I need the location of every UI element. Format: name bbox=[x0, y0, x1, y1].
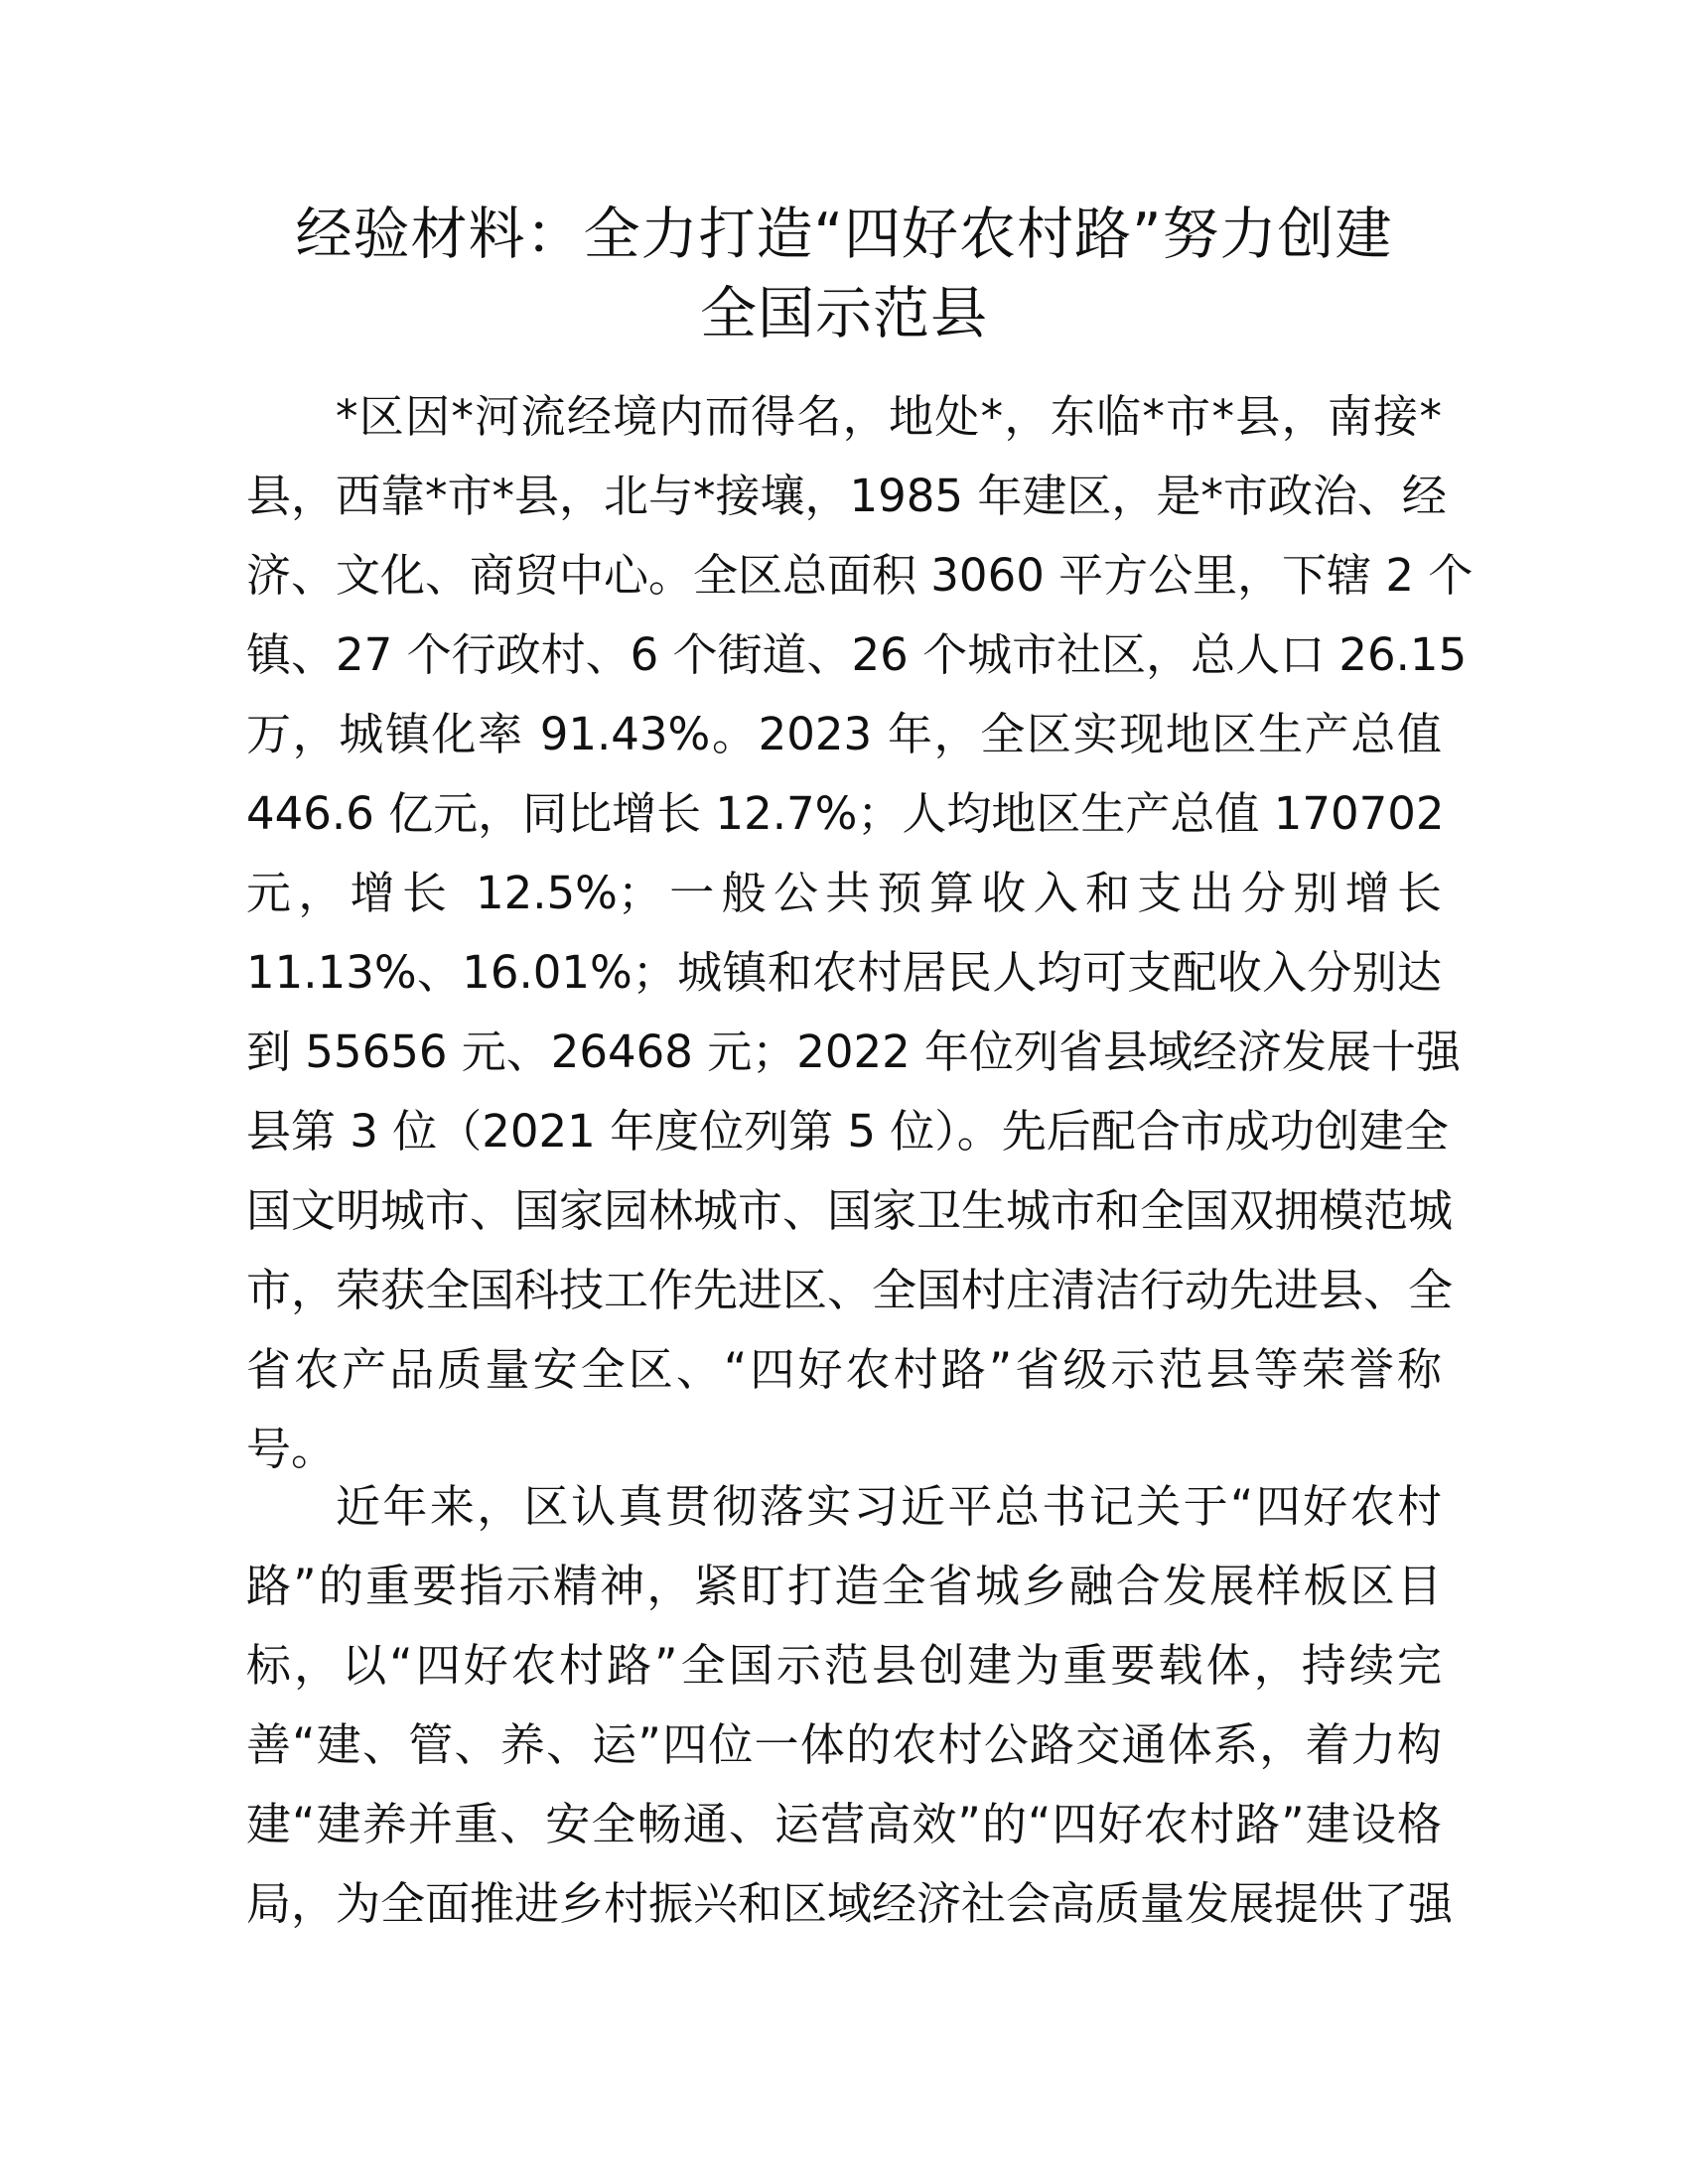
text-line: 镇、27 个行政村、6 个街道、26 个城市社区，总人口 26.15 bbox=[246, 628, 1468, 681]
text-line: 万，城镇化率 91.43%。2023 年，全区实现地区生产总值 bbox=[246, 708, 1442, 760]
text-line: 建“建养并重、安全畅通、运营高效”的“四好农村路”建设格 bbox=[246, 1798, 1442, 1850]
text-line: 元，增长 12.5%；一般公共预算收入和支出分别增长 bbox=[246, 867, 1442, 919]
title-line: 全国示范县 bbox=[700, 281, 988, 346]
text-line: 善“建、管、养、运”四位一体的农村公路交通体系，着力构 bbox=[246, 1718, 1442, 1771]
text-line: 446.6 亿元，同比增长 12.7%；人均地区生产总值 170702 bbox=[246, 787, 1445, 840]
text-line: 路”的重要指示精神，紧盯打造全省城乡融合发展样板区目 bbox=[246, 1560, 1442, 1612]
text-line: 11.13%、16.01%；城镇和农村居民人均可支配收入分别达 bbox=[246, 946, 1442, 999]
text-line: 县，西靠*市*县，北与*接壤，1985 年建区，是*市政治、经 bbox=[246, 470, 1447, 522]
text-line: *区因*河流经境内而得名，地处*，东临*市*县，南接* bbox=[336, 390, 1442, 443]
text-line: 市，荣获全国科技工作先进区、全国村庄清洁行动先进县、全 bbox=[246, 1264, 1454, 1316]
document-title bbox=[238, 195, 1450, 353]
text-line: 到 55656 元、26468 元；2022 年位列省县域经济发展十强 bbox=[246, 1025, 1462, 1078]
title-line: 经验材料：全力打造“四好农村路”努力创建 bbox=[295, 202, 1393, 267]
text-line: 国文明城市、国家园林城市、国家卫生城市和全国双拥模范城 bbox=[246, 1184, 1454, 1237]
text-line: 济、文化、商贸中心。全区总面积 3060 平方公里，下辖 2 个 bbox=[246, 549, 1474, 602]
paragraph-recent-years bbox=[246, 1467, 1454, 1944]
text-line: 标，以“四好农村路”全国示范县创建为重要载体，持续完 bbox=[246, 1639, 1442, 1692]
text-line: 号。 bbox=[246, 1423, 337, 1475]
text-line: 县第 3 位（2021 年度位列第 5 位）。先后配合市成功创建全 bbox=[246, 1105, 1449, 1158]
text-line: 近年来，区认真贯彻落实习近平总书记关于“四好农村 bbox=[336, 1480, 1442, 1533]
paragraph-intro bbox=[246, 377, 1474, 1489]
text-line: 局，为全面推进乡村振兴和区域经济社会高质量发展提供了强 bbox=[246, 1877, 1454, 1930]
text-line: 省农产品质量安全区、“四好农村路”省级示范县等荣誉称 bbox=[246, 1343, 1442, 1396]
